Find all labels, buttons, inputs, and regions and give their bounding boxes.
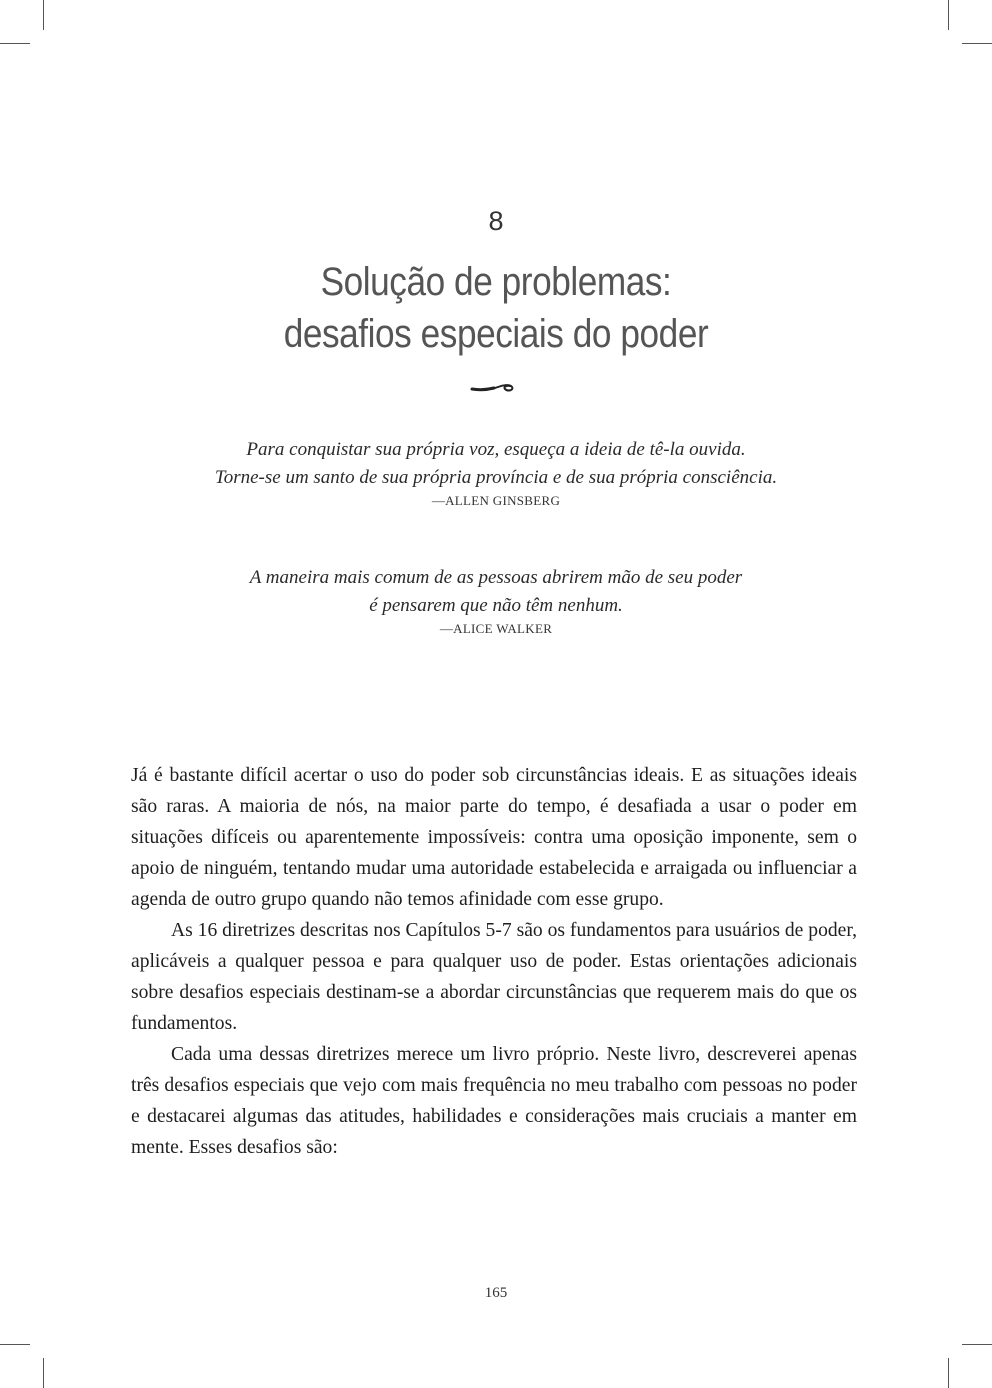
body-text xyxy=(131,760,857,1163)
epigraph-line: A maneira mais comum de as pessoas abrirem mão de seu poder xyxy=(249,567,743,588)
chapter-title xyxy=(60,256,933,360)
crop-mark-bottom-right-horizontal xyxy=(962,1344,992,1345)
paragraph: Já é bastante difícil acertar o uso do poder sob circunstâncias ideais. E as situações ideais são raras. A maioria de nós, na maior parte do tempo, é desafiada a usar o poder em situações difíceis ou aparentemente impossíveis: contra uma oposição imponente, sem o apoio de ninguém, tentando mudar uma autoridade estabelecida e arraigada ou influenciar a agenda de outro grupo quando não temos afinidade com esse grupo. xyxy=(131,765,857,910)
epigraph-line: Para conquistar sua própria voz, esqueça a ideia de tê-la ouvida. xyxy=(246,439,746,460)
crop-mark-bottom-right-vertical xyxy=(948,1358,949,1388)
crop-mark-top-left-vertical xyxy=(43,0,44,30)
chapter-number: 8 xyxy=(488,206,504,236)
crop-mark-bottom-left-horizontal xyxy=(0,1344,30,1345)
chapter-title-line-2: desafios especiais do poder xyxy=(283,312,709,356)
crop-mark-top-right-vertical xyxy=(948,0,949,30)
epigraph-line: Torne-se um santo de sua própria província e de sua própria consciência. xyxy=(214,467,778,488)
epigraph-ginsberg xyxy=(0,436,992,509)
swash-ornament-icon xyxy=(470,378,518,396)
paragraph: As 16 diretrizes descritas nos Capítulos 5-7 são os fundamentos para usuários de poder, aplicáveis a qualquer pessoa e para qualquer uso de poder. Estas orientações adicionais sobre desafios especiais destinam-se a abordar circunstâncias que requerem mais do que os fundamentos. xyxy=(131,920,857,1034)
crop-mark-top-left-horizontal xyxy=(0,43,30,44)
epigraph-walker xyxy=(0,564,992,637)
crop-mark-bottom-left-vertical xyxy=(43,1358,44,1388)
epigraph-line: é pensarem que não têm nenhum. xyxy=(369,595,623,616)
crop-mark-top-right-horizontal xyxy=(962,43,992,44)
chapter-title-line-1: Solução de problemas: xyxy=(320,260,672,304)
paragraph: Cada uma dessas diretrizes merece um livro próprio. Neste livro, descreverei apenas três desafios especiais que vejo com mais frequência no meu trabalho com pessoas no poder e destacarei algumas das atitudes, habilidades e considerações mais cruciais a manter em mente. Esses desafios são: xyxy=(131,1044,857,1158)
epigraph-author: —ALICE WALKER xyxy=(439,621,553,636)
page-number: 165 xyxy=(484,1285,508,1301)
epigraph-author: —ALLEN GINSBERG xyxy=(431,493,561,508)
